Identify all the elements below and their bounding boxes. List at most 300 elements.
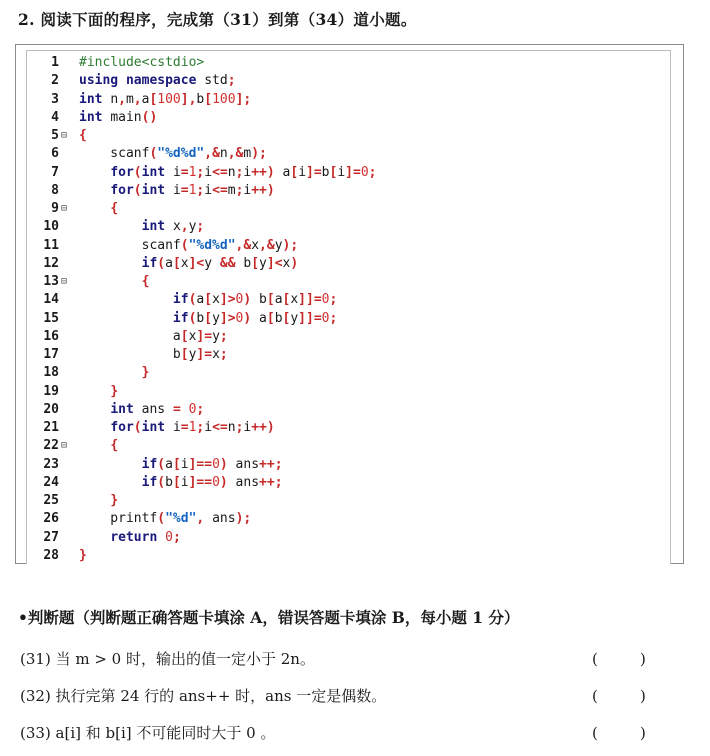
answer-blank-open: (	[592, 724, 598, 742]
question-text: (32) 执行完第 24 行的 ans++ 时，ans 一定是偶数。	[20, 687, 387, 705]
line-number: 7	[51, 164, 59, 180]
code-token: ]=	[196, 347, 213, 362]
line-number: 28	[43, 547, 59, 563]
code-token	[79, 493, 110, 508]
problem-heading: 2. 阅读下面的程序，完成第（31）到第（34）道小题。	[18, 10, 417, 29]
answer-blank-close: )	[640, 650, 646, 668]
code-token: a	[141, 91, 150, 107]
code-token: b	[196, 310, 205, 326]
code-token: n	[227, 164, 236, 180]
code-token: x	[180, 255, 189, 271]
line-number: 6	[51, 146, 59, 162]
code-token: b	[165, 474, 173, 490]
code-token: printf	[79, 511, 158, 527]
code-token: x	[282, 255, 291, 271]
code-token: (	[133, 182, 142, 198]
code-token: main	[110, 109, 142, 125]
code-token: a	[251, 310, 267, 326]
code-token	[79, 475, 142, 490]
code-token: b	[251, 292, 267, 308]
code-token: i	[204, 164, 213, 180]
question-text: (31) 当 m > 0 时，输出的值一定小于 2n。	[20, 650, 315, 668]
code-token: 1	[188, 420, 197, 435]
line-number: 21	[43, 420, 59, 435]
code-token: 0	[188, 401, 197, 417]
code-token: scanf	[79, 237, 181, 253]
code-token: m	[125, 91, 134, 107]
code-token: ;	[196, 401, 205, 417]
code-token: )	[243, 292, 252, 308]
code-token: ],	[180, 91, 197, 107]
code-token: ,&	[227, 146, 244, 162]
code-line	[27, 200, 667, 218]
code-token: "%d"	[165, 511, 197, 527]
code-line	[27, 419, 667, 437]
code-token: int	[141, 164, 173, 180]
code-token: ]==	[188, 456, 213, 472]
code-token: =	[180, 164, 189, 180]
answer-blank-open: (	[592, 650, 598, 668]
code-token: [	[290, 164, 299, 180]
code-token: a	[274, 292, 283, 308]
code-token: ++)	[251, 164, 275, 180]
code-text	[79, 164, 376, 182]
code-line	[27, 401, 667, 419]
code-token: ;	[196, 420, 205, 435]
code-token: ;	[196, 182, 205, 198]
code-token: if	[141, 456, 158, 472]
code-line	[27, 456, 667, 474]
line-number: 8	[51, 182, 59, 198]
code-token: 0	[321, 310, 330, 326]
code-token: y	[188, 347, 197, 362]
code-token: ;	[227, 73, 236, 89]
code-token: &&	[219, 255, 236, 271]
code-token: ans	[227, 456, 260, 472]
code-token: ;	[329, 292, 338, 308]
code-token	[79, 311, 173, 326]
code-token: {	[141, 274, 150, 289]
code-token: for	[110, 182, 134, 198]
code-text	[79, 218, 204, 236]
code-token: ]<	[188, 255, 205, 271]
line-number: 5	[51, 128, 59, 143]
fold-toggle-icon[interactable]: ⊟	[61, 203, 68, 214]
code-token: y	[204, 255, 220, 271]
code-token	[79, 365, 142, 380]
code-token: [	[204, 310, 213, 326]
code-token: )	[290, 255, 299, 271]
code-token: if	[172, 310, 189, 326]
code-line	[27, 127, 667, 145]
code-text	[79, 72, 236, 90]
code-token: i	[172, 182, 181, 198]
code-token	[181, 402, 189, 417]
code-token: [	[204, 292, 213, 308]
code-token: (	[133, 164, 142, 180]
code-token: <=	[212, 182, 228, 198]
code-text	[79, 200, 118, 218]
code-token: 0	[212, 456, 220, 472]
code-line	[27, 510, 667, 528]
code-token: (	[157, 255, 166, 271]
code-token: [	[282, 292, 291, 308]
code-line	[27, 109, 667, 127]
code-token: ()	[141, 109, 158, 125]
code-token: ;	[172, 529, 181, 545]
code-token: =	[180, 182, 189, 198]
code-text	[79, 547, 87, 565]
code-token: a	[274, 164, 291, 180]
code-token: (	[133, 420, 142, 435]
code-token: (	[157, 511, 166, 527]
code-token: ;	[368, 164, 377, 180]
code-token: if	[172, 292, 189, 308]
code-token: std	[204, 73, 228, 89]
code-token: x	[212, 347, 220, 362]
code-token: [	[266, 292, 275, 308]
code-token: );	[235, 511, 252, 527]
code-token: (	[188, 292, 197, 308]
code-text	[79, 419, 275, 437]
code-token: b	[235, 255, 252, 271]
code-token: int	[110, 401, 142, 417]
code-token: y	[259, 255, 267, 271]
code-token	[79, 219, 142, 234]
code-token: ;	[329, 310, 338, 326]
code-line	[27, 529, 667, 547]
code-text	[79, 474, 283, 492]
line-number: 27	[43, 529, 59, 545]
line-number: 12	[43, 255, 59, 271]
code-token: ,&	[259, 237, 275, 253]
code-token: ans	[227, 474, 260, 490]
code-text	[79, 510, 251, 528]
code-line	[27, 291, 667, 309]
code-line	[27, 164, 667, 182]
code-line	[27, 346, 667, 364]
code-text	[79, 310, 337, 328]
code-token: b	[274, 310, 283, 326]
code-token: ,	[196, 511, 205, 527]
fold-toggle-icon[interactable]: ⊟	[61, 276, 68, 287]
line-number: 18	[43, 365, 59, 381]
code-token: x	[212, 292, 220, 308]
code-token: i	[204, 420, 213, 435]
code-line	[27, 273, 667, 291]
code-line	[27, 54, 667, 72]
line-number: 10	[43, 219, 59, 235]
code-token: return	[110, 529, 166, 545]
code-token: ;	[196, 219, 205, 235]
code-text	[79, 364, 149, 382]
code-token	[79, 530, 110, 545]
code-token: ++;	[259, 456, 283, 472]
code-token: y	[188, 219, 197, 235]
code-text	[79, 291, 337, 309]
code-token: n	[219, 146, 228, 162]
code-line	[27, 91, 667, 109]
code-token: }	[141, 365, 150, 381]
code-token: [	[149, 91, 158, 107]
code-token: ;	[219, 347, 228, 362]
code-token: y	[290, 310, 299, 326]
code-token: )	[243, 310, 252, 326]
code-token: i	[298, 164, 307, 180]
code-text	[79, 91, 251, 109]
code-token: if	[141, 255, 158, 271]
code-token	[79, 274, 142, 289]
code-token: [	[266, 310, 275, 326]
code-line	[27, 182, 667, 200]
code-text	[79, 273, 149, 291]
code-listing-frame	[15, 44, 684, 564]
line-number: 20	[43, 401, 59, 417]
code-token: )	[219, 474, 228, 490]
code-token: ++)	[251, 420, 275, 435]
code-token: 0	[212, 474, 220, 490]
code-token: ,	[180, 219, 189, 235]
code-text	[79, 492, 118, 510]
answer-blank-open: (	[592, 687, 598, 705]
code-token: (	[157, 456, 166, 472]
code-token: x	[290, 292, 299, 308]
code-token: y	[212, 328, 220, 344]
code-token: m	[227, 182, 236, 198]
code-token	[79, 457, 142, 472]
code-token: i	[337, 164, 346, 180]
code-text	[79, 127, 87, 145]
line-number: 16	[43, 328, 59, 344]
line-number: 17	[43, 347, 59, 362]
code-token: i	[172, 420, 181, 435]
line-number: 15	[43, 310, 59, 326]
code-text	[79, 437, 118, 455]
line-number: 22	[43, 438, 59, 454]
code-token: 0	[235, 310, 244, 326]
code-token: =	[172, 401, 181, 417]
code-line	[27, 310, 667, 328]
code-token: scanf	[79, 146, 150, 162]
code-token: }	[79, 547, 87, 563]
code-token: 0	[360, 164, 369, 180]
code-token: i	[243, 420, 252, 435]
code-token	[79, 420, 110, 435]
code-token	[79, 438, 110, 453]
code-token: using namespace	[79, 73, 205, 89]
code-token: int	[79, 91, 111, 107]
code-token: ]=	[345, 164, 361, 180]
line-number: 25	[43, 493, 59, 508]
code-token: int	[79, 109, 111, 125]
code-token: <=	[212, 420, 228, 435]
code-token: ]==	[188, 474, 213, 490]
line-number: 14	[43, 292, 59, 308]
code-token: i	[204, 182, 213, 198]
code-line	[27, 218, 667, 236]
code-token: ans	[141, 401, 173, 417]
line-number: 23	[43, 456, 59, 472]
line-number: 19	[43, 383, 59, 399]
code-token: ,	[118, 91, 126, 107]
code-token: #include<cstdio>	[79, 55, 205, 70]
code-token: ]<	[266, 255, 283, 271]
code-token: 0	[165, 529, 173, 545]
code-token: ,	[133, 91, 142, 107]
line-number: 1	[51, 55, 59, 70]
code-text	[79, 328, 228, 346]
code-listing	[26, 50, 671, 564]
code-token: 0	[235, 292, 244, 308]
code-token: i	[243, 164, 252, 180]
code-text	[79, 383, 118, 401]
code-token: {	[79, 128, 87, 143]
code-token: 1	[188, 182, 197, 198]
code-token: [	[251, 255, 260, 271]
code-token	[79, 165, 110, 180]
code-token: )	[219, 456, 228, 472]
code-token: 100	[157, 91, 181, 107]
code-token: n	[110, 91, 119, 107]
code-token: int	[141, 182, 173, 198]
code-token: ]=	[196, 328, 213, 344]
code-text	[79, 529, 181, 547]
code-text	[79, 145, 267, 163]
code-token: i	[180, 474, 189, 490]
code-line	[27, 437, 667, 455]
code-token: ]]=	[298, 310, 322, 326]
code-token	[79, 384, 110, 399]
code-token: [	[172, 456, 181, 472]
code-token: ,&	[235, 237, 252, 253]
code-token: ]>	[219, 310, 236, 326]
code-token: (	[149, 146, 158, 162]
code-line	[27, 364, 667, 382]
code-token: ++)	[251, 182, 275, 198]
code-token: ]>	[219, 292, 236, 308]
code-token: );	[282, 237, 299, 253]
code-token: (	[188, 310, 197, 326]
code-token	[79, 183, 110, 198]
code-token: a	[196, 292, 205, 308]
code-token: 100	[212, 91, 236, 107]
code-token	[79, 256, 142, 271]
code-token: b	[196, 91, 205, 107]
fold-toggle-icon[interactable]: ⊟	[61, 130, 68, 141]
code-token: [	[180, 347, 189, 362]
code-token: ]]=	[298, 292, 322, 308]
code-text	[79, 255, 298, 273]
fold-toggle-icon[interactable]: ⊟	[61, 440, 68, 452]
code-token: y	[274, 237, 283, 253]
code-token: for	[110, 164, 134, 180]
code-text	[79, 456, 283, 474]
code-token: {	[110, 201, 119, 216]
code-token: y	[212, 310, 220, 326]
question-text: (33) a[i] 和 b[i] 不可能同时大于 0 。	[20, 724, 276, 742]
code-token: (	[157, 474, 166, 490]
code-text	[79, 109, 157, 127]
code-token: [	[204, 91, 213, 107]
code-token: "%d%d"	[157, 146, 205, 162]
line-number: 3	[51, 91, 59, 107]
code-token: ;	[235, 164, 244, 180]
code-token	[79, 402, 110, 417]
line-number: 26	[43, 511, 59, 527]
code-line	[27, 328, 667, 346]
code-token: ;	[196, 164, 205, 180]
code-token: "%d%d"	[188, 237, 236, 253]
code-text	[79, 54, 204, 72]
code-text	[79, 401, 204, 419]
code-token: for	[110, 420, 134, 435]
code-token: i	[172, 164, 181, 180]
code-token: ans	[204, 511, 236, 527]
code-token: =	[180, 420, 189, 435]
code-text	[79, 182, 275, 200]
code-line	[27, 492, 667, 510]
code-token: ++;	[259, 474, 283, 490]
code-token: }	[110, 493, 119, 508]
code-token: 0	[321, 292, 330, 308]
code-token: if	[141, 474, 158, 490]
code-token: i	[180, 456, 189, 472]
code-line	[27, 72, 667, 90]
question-32	[20, 683, 700, 709]
code-token: [	[172, 474, 181, 490]
question-33	[20, 720, 700, 746]
code-token: i	[243, 182, 252, 198]
code-token: );	[251, 146, 267, 162]
code-token: ;	[235, 420, 244, 435]
code-token: ]=	[306, 164, 322, 180]
code-token: a	[165, 456, 173, 472]
code-token: ];	[235, 91, 252, 107]
code-line	[27, 255, 667, 273]
code-token: [	[180, 328, 189, 344]
line-number: 9	[51, 201, 59, 216]
code-token: x	[251, 237, 260, 253]
code-token: <=	[212, 164, 228, 180]
code-token: a	[79, 328, 181, 344]
question-31	[20, 646, 700, 672]
code-token: [	[172, 255, 181, 271]
line-number: 24	[43, 474, 59, 490]
answer-blank-close: )	[640, 724, 646, 742]
code-token: }	[110, 383, 119, 399]
code-token: int	[141, 219, 173, 235]
line-number: 11	[43, 237, 59, 253]
code-token: ,&	[204, 146, 220, 162]
section-title: •判断题（判断题正确答题卡填涂 A，错误答题卡填涂 B，每小题 1 分）	[18, 608, 520, 627]
code-line	[27, 383, 667, 401]
code-token: n	[227, 420, 236, 435]
code-text	[79, 346, 228, 364]
code-token	[79, 292, 173, 307]
code-token: [	[329, 164, 338, 180]
code-token	[79, 201, 110, 216]
code-token: b	[79, 347, 181, 362]
code-token: int	[141, 420, 173, 435]
code-text	[79, 237, 298, 255]
code-token: [	[282, 310, 291, 326]
line-number: 13	[43, 274, 59, 289]
code-token: b	[321, 164, 330, 180]
code-token: 1	[188, 164, 197, 180]
code-token: ;	[219, 328, 228, 344]
code-line	[27, 474, 667, 492]
answer-blank-close: )	[640, 687, 646, 705]
